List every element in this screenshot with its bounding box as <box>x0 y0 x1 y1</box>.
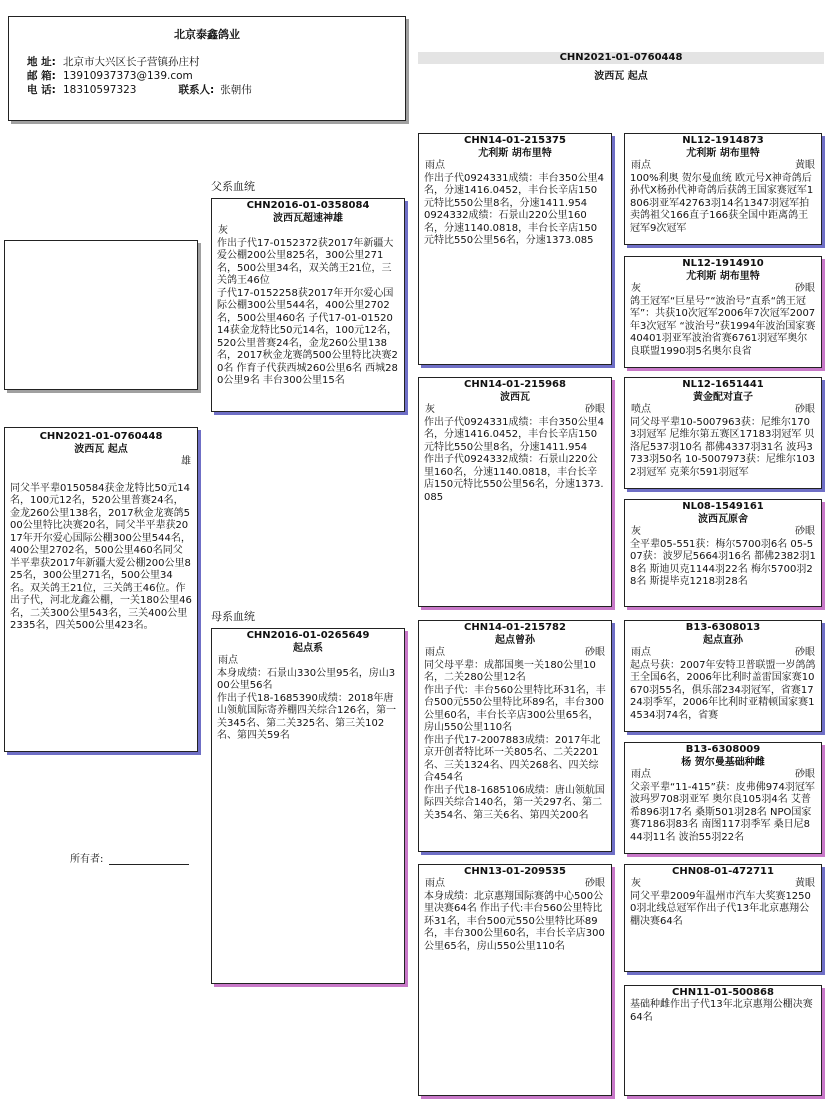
subject-name: 波西瓦 起点 <box>74 444 128 455</box>
dam-card <box>211 628 405 984</box>
sdd-attr-row <box>625 526 821 539</box>
sdd-color: 灰 <box>631 526 641 537</box>
ds-attr-row <box>419 647 611 660</box>
contact-label: 联系人: <box>178 84 215 96</box>
sds-eye: 砂眼 <box>795 404 815 415</box>
subject-notes: 同父半平辈0150584获金龙特比50元14名，100元12名，520公里普赛24名，金龙260公里138名，2017秋金龙赛鸽500公里特比决赛20名，同父半平辈获2017年开尔爱心国际公棚300公里544名，400公里2702名，500公里460名同父半平辈获2017年新疆大爱公棚200公里825名，300公里271名，500公里34名。双关鸽王21位，三关鸽王46位。作出子代，河北龙鑫公棚，一关180公里46名，二关300公里543名，三关400公里2335名，四关500公里423名。 <box>10 482 192 631</box>
ss-color: 雨点 <box>425 160 445 171</box>
dss-color: 雨点 <box>631 647 651 658</box>
ds-eye: 砂眼 <box>585 647 605 658</box>
ssd-eye: 砂眼 <box>795 283 815 294</box>
dds-card <box>624 864 822 972</box>
dam-attr-row <box>212 655 404 668</box>
sd-eye: 砂眼 <box>585 404 605 415</box>
address-value: 北京市大兴区长子营镇孙庄村 <box>63 56 200 68</box>
subject-sex: 雄 <box>181 456 191 467</box>
ssd-attr-row <box>625 283 821 296</box>
ds-color: 雨点 <box>425 647 445 658</box>
sss-notes: 100%利奥 贺尔曼血统 欧元号X神奇鸽后孙代X杨孙代神奇鸽后获鸽王国家赛冠军1806羽亚军42763羽14名1347羽冠军拍卖鸽祖父166直子166获全国中距离鸽王冠军9次冠军 <box>630 172 814 234</box>
sire-ring: CHN2016-01-0358084 <box>246 200 370 211</box>
phone-label: 电 话: <box>27 84 56 96</box>
address-row <box>9 55 405 69</box>
dds-ring: CHN08-01-472711 <box>672 866 774 877</box>
phone-value: 18310597323 <box>63 84 137 96</box>
ddd-card <box>624 985 822 1096</box>
sss-card <box>624 133 822 245</box>
sds-attr-row <box>625 404 821 417</box>
subject-ring: CHN2021-01-0760448 <box>39 431 163 442</box>
dsd-card <box>624 742 822 854</box>
sdd-card <box>624 499 822 607</box>
sd-color: 灰 <box>425 404 435 415</box>
ssd-notes: 鸽王冠军“巨星号”“波治号”直系“鸽王冠军”：共获10次冠军2006年7次冠军2007年3次冠军 “波治号”获1994年波治国家赛40401羽亚军波治省赛6761羽冠军奥尔良联盟1990羽5名奥尔良省 <box>630 295 816 357</box>
dss-notes: 起点号获：2007年安特卫普联盟一岁鸽鸽王全国6名，2006年比利时盖雷国家赛10670羽55名，俱乐部234羽冠军，省赛1724羽季军，2006年比利时亚精顿国家赛14534羽74名，省赛 <box>630 659 816 721</box>
sire-attr-row <box>212 225 404 238</box>
dss-name: 起点直孙 <box>703 635 743 646</box>
dds-eye: 黄眼 <box>795 878 815 889</box>
breeder-card <box>8 16 406 121</box>
contact-value: 张朝伟 <box>220 84 252 96</box>
sd-name: 波西瓦 <box>500 392 530 403</box>
breeder-name: 北京泰鑫鸽业 <box>174 28 240 41</box>
dam-name: 起点系 <box>293 643 323 654</box>
sd-ring: CHN14-01-215968 <box>464 379 566 390</box>
dd-ring: CHN13-01-209535 <box>464 866 566 877</box>
sds-name: 黄金配对直子 <box>693 392 753 403</box>
dam-sire-card <box>418 620 612 852</box>
dam-line-label: 母系血统 <box>211 610 255 623</box>
dsd-eye: 砂眼 <box>795 769 815 780</box>
ssd-name: 尤利斯 胡布里特 <box>686 271 760 282</box>
ssd-ring: NL12-1914910 <box>682 258 764 269</box>
dsd-ring: B13-6308009 <box>685 744 761 755</box>
sss-name: 尤利斯 胡布里特 <box>686 148 760 159</box>
sdd-notes: 全平辈05-551获：梅尔5700羽6名 05-507获：波罗尼5664羽16名 都佛2382羽18名 斯迪贝克1144羽22名 梅尔5700羽28名 斯提毕克1218羽28名 <box>630 538 816 587</box>
dd-eye: 砂眼 <box>585 878 605 889</box>
ss-notes: 作出子代0924331成绩：丰台350公里4名，分速1416.0452，丰台长辛店150元特比550公里8名，分速1411.954 0924332成绩：石景山220公里160名，分速1140.0818，丰台长辛店150元特比550公里56名，分速1373.085 <box>424 172 604 246</box>
sds-notes: 同父母平辈10-5007963获：尼维尔1703羽冠军 尼维尔第五赛区17183羽冠军 贝洛尼537羽10名 都佛4337羽31名 波玛3733羽50名 10-5007973获：尼维尔1032羽冠军 克莱尔591羽冠军 <box>630 416 815 478</box>
sss-ring: NL12-1914873 <box>682 135 764 146</box>
dd-notes: 本身成绩：北京惠翔国际赛鸽中心500公里决赛64名 作出子代:丰台560公里特比环31名，丰台500元550公里特比环89名，丰台300公里60名，丰台长辛店300公里65名，房山550公里110名 <box>424 890 605 952</box>
sire-color: 灰 <box>218 225 228 236</box>
owner-blank <box>109 854 189 865</box>
sire-notes: 作出子代17-0152372获2017年新疆大爱公棚200公里825名，300公里271名，500公里34名，双关鸽王21位，三关鸽王46位 子代17-0152258获2017年开尔爱心国际公棚300公里544名，400公里2702名，500公里460名 子代17-01-0152014获金龙特比50元14名，100元12名，520公里普赛24名，金龙260公里138名，2017秋金龙赛鸽500公里特比决赛20名 作育子代获西城260公里6名 西城280公里9名 丰台300公里15名 <box>217 237 398 386</box>
sds-ring: NL12-1651441 <box>682 379 764 390</box>
dd-color: 雨点 <box>425 878 445 889</box>
sire-sire-card <box>418 133 612 365</box>
dss-eye: 砂眼 <box>795 647 815 658</box>
email-value: 13910937373@139.com <box>63 70 193 82</box>
ssd-card <box>624 256 822 368</box>
sss-attr-row <box>625 160 821 173</box>
sds-card <box>624 377 822 489</box>
address-label: 地 址: <box>27 56 56 68</box>
ssd-color: 灰 <box>631 283 641 294</box>
ds-name: 起点曾孙 <box>495 635 535 646</box>
pedigree-ring-number: CHN2021-01-0760448 <box>559 52 683 63</box>
bird-photo-placeholder <box>4 240 198 390</box>
dds-notes: 同父平辈2009年温州市汽车大奖赛12500羽北线总冠军作出子代13年北京惠翔公棚决赛64名 <box>630 890 811 927</box>
sd-attr-row <box>419 404 611 417</box>
dsd-attr-row <box>625 769 821 782</box>
dsd-notes: 父亲平辈“11-415”获：皮弗佛974羽冠军 波玛罗708羽亚军 奥尔良105羽4名 艾普希896羽17名 桑斯501羽28名 NPO国家赛7186羽83名 南图117羽季军 桑日尼844羽11名 波治55羽22名 <box>630 781 819 843</box>
dds-color: 灰 <box>631 878 641 889</box>
sdd-name: 波西瓦原舍 <box>698 514 748 525</box>
ddd-ring: CHN11-01-500868 <box>672 987 774 998</box>
phone-row <box>9 83 405 97</box>
sdd-ring: NL08-1549161 <box>682 501 764 512</box>
sds-color: 喷点 <box>631 404 651 415</box>
dam-color: 雨点 <box>218 655 238 666</box>
sdd-eye: 砂眼 <box>795 526 815 537</box>
ss-attr-row <box>419 160 611 173</box>
dds-attr-row <box>625 878 821 891</box>
owner-label: 所有者: <box>70 854 104 865</box>
pedigree-bird-name: 波西瓦 起点 <box>594 71 648 82</box>
email-label: 邮 箱: <box>27 70 56 82</box>
subject-attr-row <box>5 456 197 469</box>
owner-signature-line <box>70 850 189 865</box>
ss-name: 尤利斯 胡布里特 <box>478 148 552 159</box>
sire-name: 波西瓦超速神雄 <box>273 213 343 224</box>
subject-bird-card <box>4 427 198 752</box>
ss-ring: CHN14-01-215375 <box>464 135 566 146</box>
dam-dam-card <box>418 864 612 1096</box>
sire-dam-card <box>418 377 612 607</box>
sd-notes: 作出子代0924331成绩：丰台350公里4名，分速1416.0452，丰台长辛店150元特比550公里8名，分速1411.954 作出子代0924332成绩：石景山220公里160名，分速1140.0818，丰台长辛店150元特比550公里56名，分速1373.085 <box>424 416 604 503</box>
sss-eye: 黄眼 <box>795 160 815 171</box>
dss-card <box>624 620 822 732</box>
dss-attr-row <box>625 647 821 660</box>
dam-notes: 本身成绩：石景山330公里95名，房山300公里56名 作出子代18-1685390成绩：2018年唐山领航国际寄养棚四关综合126名，第一关345名、第二关325名、第三关102名、第四关59名 <box>217 667 397 741</box>
dam-ring: CHN2016-01-0265649 <box>246 630 370 641</box>
sire-line-label: 父系血统 <box>211 180 255 193</box>
email-row <box>9 69 405 83</box>
dd-attr-row <box>419 878 611 891</box>
sire-card <box>211 198 405 412</box>
sss-color: 雨点 <box>631 160 651 171</box>
dsd-name: 杨 贺尔曼基础种雌 <box>681 757 765 768</box>
dss-ring: B13-6308013 <box>685 622 761 633</box>
dsd-color: 雨点 <box>631 769 651 780</box>
ds-ring: CHN14-01-215782 <box>464 622 566 633</box>
ds-notes: 同父母平辈：成都国奥一关180公里10名，二关280公里12名 作出子代：丰台560公里特比环31名，丰台500元550公里特比环89名，丰台300公里60名，丰台长辛店300公里65名，房山550公里110名 作出子代17-2007883成绩：2017年北京开创者特比环一关805名、二关2201名、三关1324名、四关268名、四关综合454名 作出子代18-1685106成绩：唐山领航国际四关综合140名，第一关297名、第二关354名、第三关6名、第四关200名 <box>424 659 606 821</box>
ddd-notes: 基础种雌作出子代13年北京惠翔公棚决赛64名 <box>630 999 813 1023</box>
